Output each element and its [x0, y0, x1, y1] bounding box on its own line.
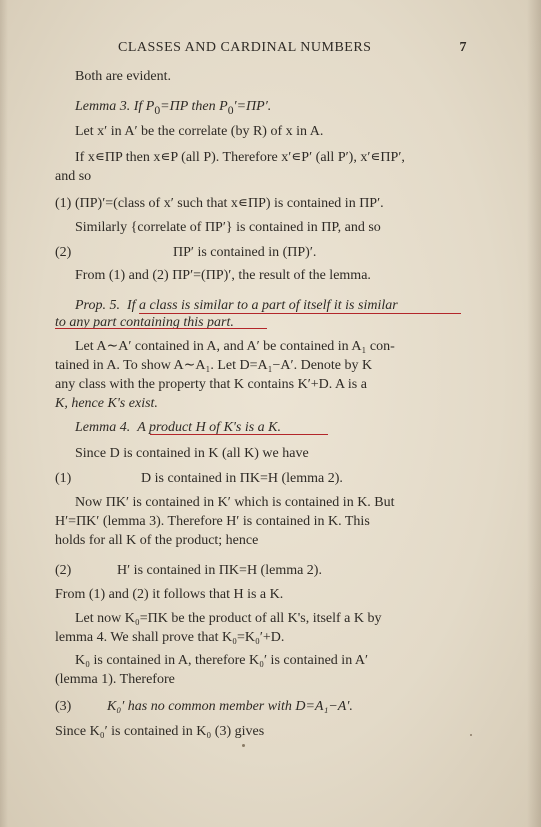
- text-line: If x∊ΠP then x∊P (all P). Therefore x′∊P′ (all P′), x′∊ΠP′,: [75, 150, 405, 165]
- subscript: 0: [154, 103, 161, 117]
- text-line: tained in A. To show A∼A₁. Let D=A₁−A′. Denote by K: [55, 358, 373, 373]
- page-number: 7: [459, 40, 467, 55]
- equation-2: [55, 242, 461, 263]
- text-line: Let A∼A′ contained in A, and A′ be contained in A₁ con-: [75, 339, 395, 354]
- lemma-3-statement: [75, 96, 481, 121]
- text-line: Let now K₀=ΠK be the product of all K's, itself a K by: [75, 611, 382, 626]
- equation-1: [55, 468, 461, 489]
- equation-text: D is contained in ΠK=H (lemma 2).: [141, 471, 343, 486]
- subscript: 0: [227, 103, 234, 117]
- equation-text: ΠP′ is contained in (ΠP)′.: [173, 245, 317, 260]
- equation-label: (2): [55, 245, 72, 260]
- equation-label: (1): [55, 471, 72, 486]
- running-header: [118, 40, 467, 60]
- prop-text: If a class is similar to a part of itself it is similar: [126, 298, 398, 313]
- red-pen-underline: [150, 434, 328, 435]
- lemma-label: Lemma 3.: [75, 99, 131, 114]
- equation-text: (ΠP)′=(class of x′ such that x∊ΠP) is contained in ΠP′.: [75, 196, 384, 211]
- paper-speck: [242, 744, 245, 747]
- equation-2: [55, 560, 461, 581]
- text-line: and so: [55, 169, 92, 184]
- page-edge-shadow-left: [0, 0, 8, 827]
- equation-label: (3): [55, 699, 72, 714]
- running-title: CLASSES AND CARDINAL NUMBERS: [118, 40, 372, 55]
- text-line: Now ΠK′ is contained in K′ which is contained in K. But: [75, 495, 395, 510]
- text-line: any class with the property that K contains K′+D. A is a: [55, 377, 367, 392]
- text-line: Both are evident.: [75, 69, 172, 84]
- equation-label: (1): [55, 196, 72, 211]
- lemma-label: Lemma 4.: [75, 420, 131, 435]
- equation-text: K₀′ has no common member with D=A₁−A′.: [107, 699, 353, 714]
- paper-speck: [470, 734, 472, 736]
- equation-3: [55, 696, 461, 717]
- equation-1: [55, 193, 461, 214]
- equation-text: H′ is contained in ΠK=H (lemma 2).: [117, 563, 322, 578]
- text-line: Similarly {correlate of ΠP′} is contained in ΠP, and so: [75, 220, 381, 235]
- equation-label: (2): [55, 563, 72, 578]
- text-line: K₀ is contained in A, therefore K₀′ is contained in A′: [75, 653, 369, 668]
- lemma-text: If P: [130, 99, 155, 114]
- lemma-text: =ΠP then P: [160, 99, 228, 114]
- prop-label: Prop. 5.: [75, 298, 120, 313]
- lemma-text: ′=ΠP′.: [233, 99, 272, 114]
- red-pen-underline: [55, 328, 267, 329]
- text-line: K, hence K's exist.: [55, 396, 158, 411]
- lemma-text: A product H of K's is a K.: [137, 420, 282, 435]
- text-line: lemma 4. We shall prove that K₀=K₀′+D.: [55, 630, 285, 645]
- text-line: H′=ΠK′ (lemma 3). Therefore H′ is contained in K. This: [55, 514, 370, 529]
- text-line: Since K₀′ is contained in K₀ (3) gives: [55, 724, 265, 739]
- text-line: (lemma 1). Therefore: [55, 672, 175, 687]
- text-line: Since D is contained in K (all K) we have: [75, 446, 309, 461]
- prop-5-continuation: to any part containing this part.: [55, 315, 234, 330]
- text-line: Let x′ in A′ be the correlate (by R) of x in A.: [75, 124, 324, 139]
- page-edge-shadow-right: [527, 0, 541, 827]
- text-line: holds for all K of the product; hence: [55, 533, 259, 548]
- text-line: From (1) and (2) ΠP′=(ΠP)′, the result of the lemma.: [75, 268, 371, 283]
- text-line: From (1) and (2) it follows that H is a K.: [55, 587, 284, 602]
